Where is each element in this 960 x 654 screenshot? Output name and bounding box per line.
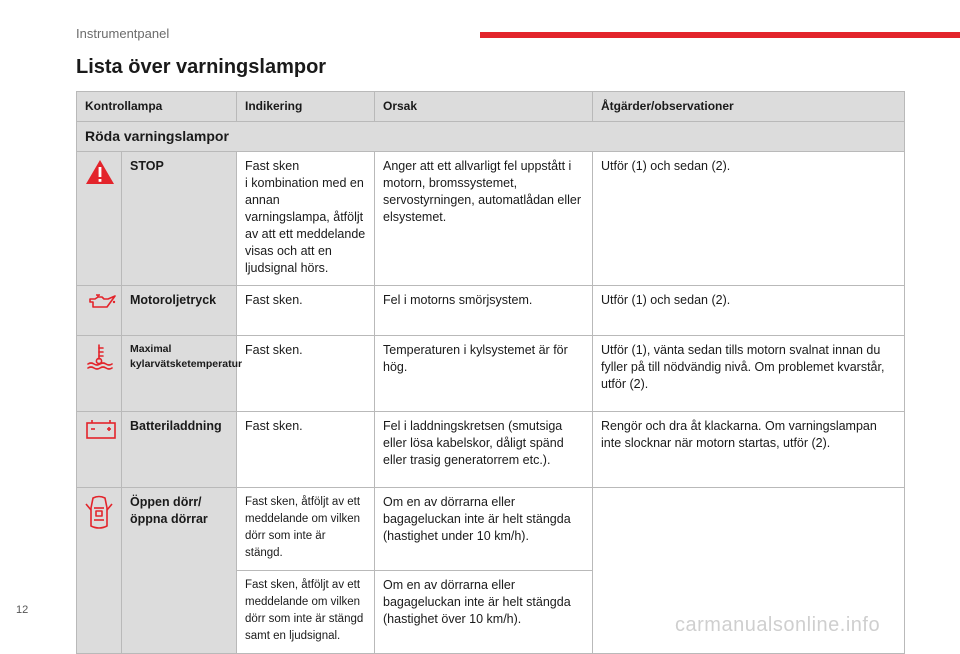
table-header-row <box>77 92 905 122</box>
column-header-kontrollampa: Kontrollampa <box>77 92 237 122</box>
icon-cell <box>77 336 122 412</box>
column-header-indikering: Indikering <box>237 92 375 122</box>
indication: Fast sken. <box>237 336 375 412</box>
indication: Fast sken, åtföljt av ett meddelande om vilken dörr som inte är stängd samt en ljudsignal. <box>237 571 375 654</box>
lamp-name: Motoroljetryck <box>122 286 237 336</box>
column-header-orsak: Orsak <box>375 92 593 122</box>
indication: Fast sken. <box>237 412 375 488</box>
cause: Om en av dörrarna eller bagageluckan inte är helt stängda (hastighet under 10 km/h). <box>375 488 593 571</box>
indication: Fast sken i kombination med en annan varningslampa, åtföljt av att ett meddelande visas och att en ljudsignal hörs. <box>237 152 375 286</box>
table-row <box>77 488 905 571</box>
coolant-temperature-icon <box>85 342 113 375</box>
lamp-name: Maximal kylarvätsketemperatur <box>122 336 237 412</box>
action: Rengör och dra åt klackarna. Om varningslampan inte slocknar när motorn startas, utför (2). <box>593 412 905 488</box>
cause: Fel i laddningskretsen (smutsiga eller lösa kabelskor, dåligt spänd eller trasig generatorrem etc.). <box>375 412 593 488</box>
icon-cell <box>77 152 122 286</box>
icon-cell <box>77 412 122 488</box>
warning-triangle-icon <box>85 158 115 191</box>
table-row <box>77 412 905 488</box>
watermark: carmanualsonline.info <box>675 614 881 636</box>
cause: Temperaturen i kylsystemet är för hög. <box>375 336 593 412</box>
header-accent-bar <box>480 32 960 38</box>
action: Utför (1) och sedan (2). <box>593 152 905 286</box>
oil-can-icon <box>85 292 117 317</box>
table-row <box>77 286 905 336</box>
lamp-name: STOP <box>122 152 237 286</box>
warning-lamps-table <box>76 91 905 654</box>
open-door-icon <box>85 494 113 539</box>
table-row <box>77 152 905 286</box>
section-label: Instrumentpanel <box>76 26 170 41</box>
lamp-name: Batteriladdning <box>122 412 237 488</box>
table-row <box>77 336 905 412</box>
indication: Fast sken. <box>237 286 375 336</box>
battery-icon <box>85 418 117 445</box>
cause: Om en av dörrarna eller bagageluckan inte är helt stängda (hastighet över 10 km/h). <box>375 571 593 654</box>
icon-cell <box>77 488 122 654</box>
page-title: Lista över varningslampor <box>76 56 327 78</box>
action: Utför (1), vänta sedan tills motorn svalnat innan du fyller på till nödvändig nivå. Om problemet kvarstår, utför (2). <box>593 336 905 412</box>
action: Utför (1) och sedan (2). <box>593 286 905 336</box>
indication: Fast sken, åtföljt av ett meddelande om vilken dörr som inte är stängd. <box>237 488 375 571</box>
group-row <box>77 122 905 152</box>
column-header-atgarder: Åtgärder/observationer <box>593 92 905 122</box>
group-label: Röda varningslampor <box>77 122 905 152</box>
lamp-name: Öppen dörr/ öppna dörrar <box>122 488 237 654</box>
page-number: 12 <box>16 604 29 616</box>
cause: Fel i motorns smörjsystem. <box>375 286 593 336</box>
icon-cell <box>77 286 122 336</box>
cause: Anger att ett allvarligt fel uppstått i motorn, bromssystemet, servostyrningen, automatlådan eller elsystemet. <box>375 152 593 286</box>
